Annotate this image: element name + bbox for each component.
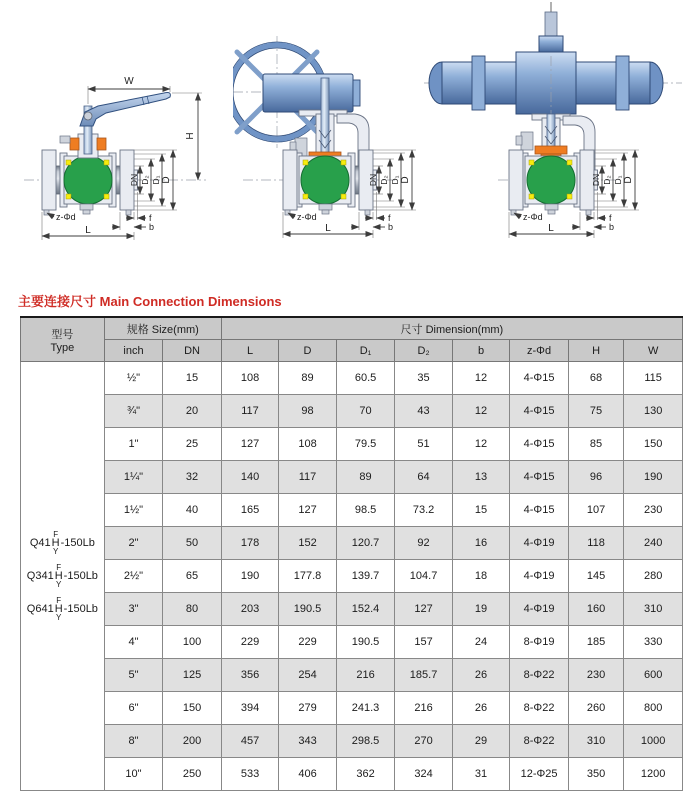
cell-b: 24	[452, 626, 510, 659]
lever-valve-drawing	[6, 46, 231, 246]
table-row	[21, 461, 683, 494]
cell-inch: 3"	[104, 593, 163, 626]
cell-b: 12	[452, 362, 510, 395]
drain-plug	[319, 204, 332, 210]
cell-b: 16	[452, 527, 510, 560]
cell-zd: 8-Φ22	[510, 659, 569, 692]
cell-b: 19	[452, 593, 510, 626]
cell-d: 117	[279, 461, 337, 494]
cell-d1: 152.4	[336, 593, 395, 626]
cell-l: 394	[221, 692, 279, 725]
cell-d: 98	[279, 395, 337, 428]
dim-label-d: D	[400, 176, 411, 184]
section-title	[18, 291, 282, 310]
cell-inch: 4"	[104, 626, 163, 659]
cell-d2: 185.7	[395, 659, 453, 692]
dim-label-zd: z-Φd	[523, 212, 543, 222]
cell-dn: 25	[163, 428, 222, 461]
cell-l: 117	[221, 395, 279, 428]
cell-l: 140	[221, 461, 279, 494]
cell-l: 229	[221, 626, 279, 659]
column-header-7: z-Φd	[510, 340, 569, 362]
column-header-3: D	[279, 340, 337, 362]
dim-label-d2: D₂	[602, 175, 612, 185]
cell-l: 203	[221, 593, 279, 626]
cell-h: 107	[568, 494, 623, 527]
cell-w: 1000	[624, 725, 683, 758]
cell-dn: 40	[163, 494, 222, 527]
model-material-stack: F H Y	[54, 596, 63, 622]
dim-label-b: b	[609, 222, 615, 232]
cell-inch: 1½"	[104, 494, 163, 527]
column-header-8: H	[568, 340, 623, 362]
cell-w: 310	[624, 593, 683, 626]
table-body	[21, 362, 683, 791]
table-row	[21, 725, 683, 758]
dim-label-d1: D₁	[151, 175, 161, 185]
connection-dimensions-table	[20, 316, 683, 791]
drain-plug	[545, 204, 558, 210]
cell-h: 96	[568, 461, 623, 494]
cell-zd: 4-Φ15	[510, 494, 569, 527]
section-title-cn: 主要连接尺寸	[18, 294, 97, 309]
cell-w: 330	[624, 626, 683, 659]
cell-d: 190.5	[279, 593, 337, 626]
drain-plug	[80, 204, 93, 210]
cell-h: 185	[568, 626, 623, 659]
cell-w: 1200	[624, 758, 683, 791]
table-row	[21, 560, 683, 593]
dim-label-d: D	[161, 176, 172, 184]
cell-zd: 4-Φ19	[510, 560, 569, 593]
cell-zd: 12-Φ25	[510, 758, 569, 791]
cell-l: 356	[221, 659, 279, 692]
cell-dn: 50	[163, 527, 222, 560]
flange-left	[283, 150, 297, 210]
dim-label-f: f	[388, 213, 391, 223]
cell-zd: 8-Φ22	[510, 692, 569, 725]
table-row	[21, 527, 683, 560]
gearbox	[263, 74, 353, 112]
cell-inch: 6"	[104, 692, 163, 725]
cell-inch: 2½"	[104, 560, 163, 593]
cell-d: 127	[279, 494, 337, 527]
cell-zd: 4-Φ19	[510, 527, 569, 560]
cell-w: 130	[624, 395, 683, 428]
dim-label-h: H	[185, 132, 196, 140]
cell-zd: 4-Φ15	[510, 395, 569, 428]
cell-zd: 8-Φ19	[510, 626, 569, 659]
dim-label-b: b	[388, 222, 394, 232]
bolt-hole	[511, 210, 516, 215]
dim-label-dn: DN	[368, 173, 378, 187]
bolt-hole	[285, 210, 290, 215]
table-row	[21, 395, 683, 428]
cell-d1: 98.5	[336, 494, 395, 527]
column-header-9: W	[624, 340, 683, 362]
cell-d1: 139.7	[336, 560, 395, 593]
table-row	[21, 659, 683, 692]
header-type	[21, 317, 105, 362]
cell-d1: 70	[336, 395, 395, 428]
cell-d2: 270	[395, 725, 453, 758]
cell-h: 145	[568, 560, 623, 593]
cell-w: 115	[624, 362, 683, 395]
lever-handle	[80, 93, 170, 127]
dim-label-f: f	[609, 213, 612, 223]
table-row	[21, 593, 683, 626]
bolt-hole	[44, 210, 49, 215]
cell-dn: 250	[163, 758, 222, 791]
cell-inch: 1"	[104, 428, 163, 461]
cell-inch: ¾"	[104, 395, 163, 428]
cell-d1: 216	[336, 659, 395, 692]
cell-d2: 43	[395, 395, 453, 428]
cell-b: 15	[452, 494, 510, 527]
cell-dn: 15	[163, 362, 222, 395]
cell-b: 29	[452, 725, 510, 758]
cell-d2: 35	[395, 362, 453, 395]
flange-left	[509, 150, 523, 210]
cell-h: 85	[568, 428, 623, 461]
cell-w: 150	[624, 428, 683, 461]
table-row	[21, 362, 683, 395]
cell-l: 127	[221, 428, 279, 461]
gland	[535, 146, 567, 154]
cell-dn: 20	[163, 395, 222, 428]
dim-label-w: W	[124, 76, 134, 87]
cell-b: 31	[452, 758, 510, 791]
header-type-en: Type	[50, 341, 75, 354]
cell-d1: 298.5	[336, 725, 395, 758]
model-material-stack: F H Y	[51, 530, 60, 556]
cell-d2: 216	[395, 692, 453, 725]
cell-d1: 120.7	[336, 527, 395, 560]
cell-w: 800	[624, 692, 683, 725]
dim-label-d2: D₂	[379, 175, 389, 185]
model-prefix: Q641	[26, 603, 54, 615]
cell-b: 12	[452, 428, 510, 461]
cell-d: 343	[279, 725, 337, 758]
cell-h: 118	[568, 527, 623, 560]
column-header-6: b	[452, 340, 510, 362]
cell-inch: ½"	[104, 362, 163, 395]
model-material-stack: F H Y	[54, 563, 63, 589]
dim-label-d2: D₂	[140, 175, 150, 185]
column-header-2: L	[221, 340, 279, 362]
cell-dn: 65	[163, 560, 222, 593]
cell-zd: 4-Φ15	[510, 428, 569, 461]
cell-zd: 4-Φ15	[510, 461, 569, 494]
pneumatic-valve-drawing	[420, 0, 698, 246]
cell-d: 254	[279, 659, 337, 692]
table-row	[21, 692, 683, 725]
cell-d1: 89	[336, 461, 395, 494]
header-type-cn: 型号	[51, 328, 74, 341]
model-suffix: -150Lb	[63, 603, 98, 615]
dim-label-d1: D₁	[613, 175, 623, 185]
section-title-en: Main Connection Dimensions	[99, 294, 282, 309]
cell-l: 108	[221, 362, 279, 395]
table-row	[21, 428, 683, 461]
cell-zd: 4-Φ15	[510, 362, 569, 395]
cell-b: 26	[452, 659, 510, 692]
cell-h: 310	[568, 725, 623, 758]
cell-inch: 1¼"	[104, 461, 163, 494]
cell-inch: 10"	[104, 758, 163, 791]
cell-h: 160	[568, 593, 623, 626]
cell-dn: 200	[163, 725, 222, 758]
model-prefix: Q41	[29, 537, 51, 549]
model-suffix: -150Lb	[60, 537, 95, 549]
cell-inch: 2"	[104, 527, 163, 560]
column-header-1: DN	[163, 340, 222, 362]
dim-label-l: L	[325, 223, 331, 234]
model-suffix: -150Lb	[63, 570, 98, 582]
column-header-0: inch	[104, 340, 163, 362]
cell-b: 12	[452, 395, 510, 428]
cell-d2: 104.7	[395, 560, 453, 593]
cell-d2: 64	[395, 461, 453, 494]
cell-dn: 150	[163, 692, 222, 725]
cell-l: 457	[221, 725, 279, 758]
cell-d2: 127	[395, 593, 453, 626]
cell-d1: 60.5	[336, 362, 395, 395]
cell-d2: 92	[395, 527, 453, 560]
cell-b: 18	[452, 560, 510, 593]
gland-lug	[70, 138, 79, 150]
cell-d: 89	[279, 362, 337, 395]
cell-d: 108	[279, 428, 337, 461]
dim-label-zd: z-Φd	[56, 212, 76, 222]
cell-w: 600	[624, 659, 683, 692]
cell-inch: 5"	[104, 659, 163, 692]
header-dim-group: 尺寸 Dimension(mm)	[221, 317, 682, 340]
cell-inch: 8"	[104, 725, 163, 758]
cell-h: 75	[568, 395, 623, 428]
cell-h: 260	[568, 692, 623, 725]
cell-d1: 190.5	[336, 626, 395, 659]
table-row	[21, 494, 683, 527]
cell-d: 406	[279, 758, 337, 791]
type-cell	[21, 362, 105, 791]
cell-h: 68	[568, 362, 623, 395]
cell-l: 178	[221, 527, 279, 560]
cell-d2: 324	[395, 758, 453, 791]
cell-d: 152	[279, 527, 337, 560]
cell-l: 190	[221, 560, 279, 593]
cell-zd: 4-Φ19	[510, 593, 569, 626]
dim-label-dn: DN	[591, 173, 601, 187]
flange-left	[42, 150, 56, 210]
valve-model	[21, 597, 104, 621]
actuator-stem-top	[545, 12, 557, 36]
column-header-5: D₂	[395, 340, 453, 362]
dim-label-d: D	[623, 176, 634, 184]
cell-d: 279	[279, 692, 337, 725]
cell-d2: 73.2	[395, 494, 453, 527]
cell-d: 177.8	[279, 560, 337, 593]
dim-label-d1: D₁	[390, 175, 400, 185]
header-size-group: 规格 Size(mm)	[104, 317, 221, 340]
actuator-block	[516, 52, 576, 114]
cell-l: 165	[221, 494, 279, 527]
dim-label-dn: DN	[129, 173, 139, 187]
cell-dn: 125	[163, 659, 222, 692]
dim-label-b: b	[149, 222, 155, 232]
dim-label-zd: z-Φd	[297, 212, 317, 222]
cell-b: 26	[452, 692, 510, 725]
cell-h: 230	[568, 659, 623, 692]
cell-d2: 51	[395, 428, 453, 461]
valve-model	[21, 531, 104, 555]
cell-d2: 157	[395, 626, 453, 659]
cell-d1: 79.5	[336, 428, 395, 461]
cell-dn: 32	[163, 461, 222, 494]
cell-dn: 100	[163, 626, 222, 659]
gland-lug	[97, 138, 106, 150]
table-subheader-row	[21, 340, 683, 362]
cell-dn: 80	[163, 593, 222, 626]
cell-h: 350	[568, 758, 623, 791]
cell-l: 533	[221, 758, 279, 791]
actuator-cylinder-right	[576, 62, 650, 104]
table-header-row	[21, 317, 683, 340]
cell-d: 229	[279, 626, 337, 659]
cell-w: 230	[624, 494, 683, 527]
cell-d1: 362	[336, 758, 395, 791]
cell-d1: 241.3	[336, 692, 395, 725]
model-prefix: Q341	[26, 570, 54, 582]
table-row	[21, 626, 683, 659]
valve-model	[21, 564, 104, 588]
dim-label-l: L	[85, 225, 91, 236]
handle-nut	[84, 112, 92, 120]
dim-label-l: L	[548, 223, 554, 234]
cell-w: 240	[624, 527, 683, 560]
cell-zd: 8-Φ22	[510, 725, 569, 758]
table-row	[21, 758, 683, 791]
cell-w: 280	[624, 560, 683, 593]
dim-label-f: f	[149, 213, 152, 223]
cell-w: 190	[624, 461, 683, 494]
column-header-4: D₁	[336, 340, 395, 362]
cell-b: 13	[452, 461, 510, 494]
gear-valve-drawing	[233, 6, 451, 246]
